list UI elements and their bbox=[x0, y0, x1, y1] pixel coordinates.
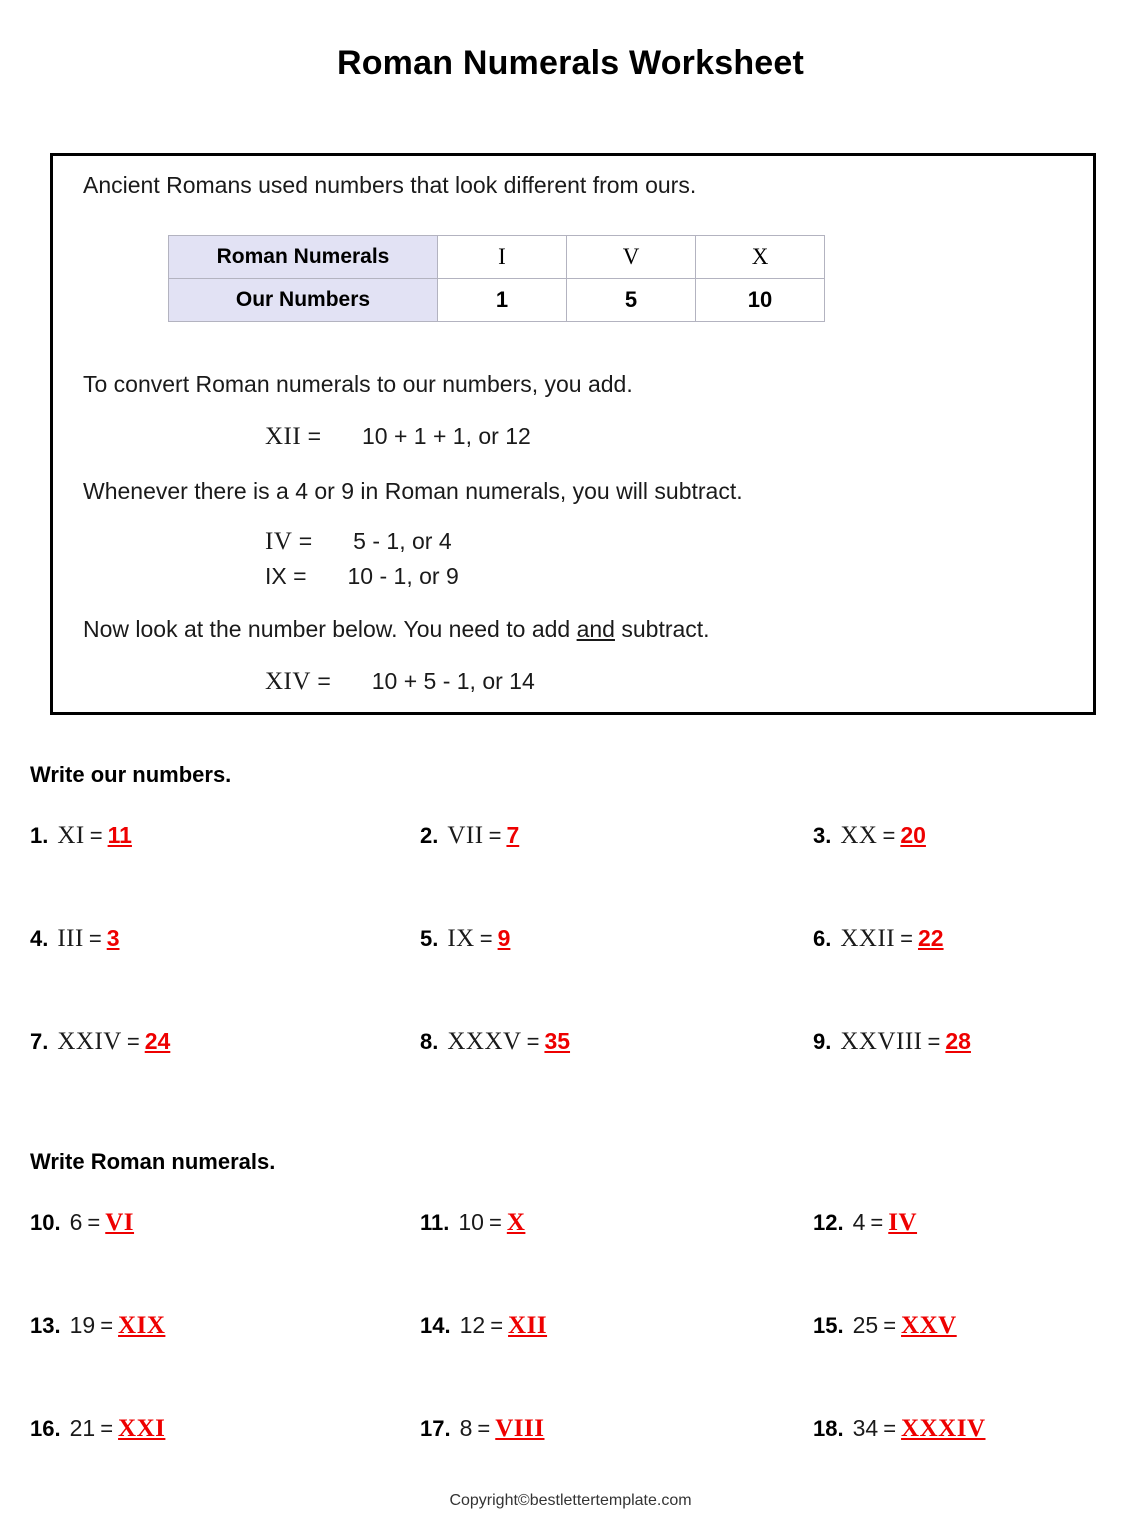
example-add-subtract bbox=[265, 668, 535, 696]
example-subtract-iv-equals: = bbox=[298, 528, 313, 554]
answer-field[interactable]: 9 bbox=[497, 925, 511, 951]
question-number: 1. bbox=[30, 823, 49, 848]
answer-field[interactable]: 7 bbox=[506, 822, 520, 848]
question-number: 18. bbox=[813, 1416, 844, 1441]
equals-sign: = bbox=[88, 926, 102, 951]
example-subtract-ix-roman: IX bbox=[265, 563, 287, 589]
equals-sign: = bbox=[477, 1416, 491, 1441]
roman-numeral-reference-table bbox=[168, 235, 825, 322]
question-prompt: XXXV bbox=[447, 1028, 522, 1055]
example-both-roman: XIV bbox=[265, 668, 311, 695]
explanation-both-suffix: subtract. bbox=[614, 616, 710, 642]
example-subtract-ix-equals: = bbox=[293, 563, 307, 589]
equals-sign: = bbox=[488, 823, 502, 848]
equals-sign: = bbox=[89, 823, 103, 848]
table-row-roman-numerals bbox=[169, 236, 825, 279]
question-grid-write-roman-numerals bbox=[0, 1209, 1141, 1518]
question-number: 8. bbox=[420, 1029, 439, 1054]
question-number: 2. bbox=[420, 823, 439, 848]
question-prompt: XX bbox=[840, 822, 878, 849]
question-item-9 bbox=[813, 1028, 971, 1056]
question-prompt: 4 bbox=[852, 1209, 866, 1235]
question-row bbox=[0, 1028, 1141, 1131]
section-heading-write-roman-numerals: Write Roman numerals. bbox=[30, 1149, 276, 1174]
question-prompt: 10 bbox=[458, 1209, 484, 1235]
answer-field[interactable]: 20 bbox=[900, 822, 926, 848]
question-item-17 bbox=[420, 1415, 545, 1443]
question-item-2 bbox=[420, 822, 519, 850]
question-number: 12. bbox=[813, 1210, 844, 1235]
equals-sign: = bbox=[900, 926, 913, 951]
question-item-6 bbox=[813, 925, 944, 953]
section-heading-write-our-numbers: Write our numbers. bbox=[30, 762, 232, 787]
answer-field[interactable]: XXI bbox=[118, 1415, 166, 1442]
question-prompt: XI bbox=[57, 822, 85, 849]
equals-sign: = bbox=[87, 1210, 101, 1235]
question-prompt: 21 bbox=[69, 1415, 96, 1441]
table-row-our-numbers bbox=[169, 279, 825, 322]
question-prompt: XXII bbox=[840, 925, 896, 952]
answer-field[interactable]: VI bbox=[105, 1209, 135, 1236]
equals-sign: = bbox=[870, 1210, 884, 1235]
question-number: 6. bbox=[813, 926, 832, 951]
row-label-roman-numerals: Roman Numerals bbox=[169, 236, 438, 279]
answer-field[interactable]: 24 bbox=[144, 1028, 171, 1054]
example-subtract-iv-expression: 5 - 1, or 4 bbox=[353, 528, 452, 554]
row-label-our-numbers: Our Numbers bbox=[169, 279, 438, 322]
question-item-3 bbox=[813, 822, 926, 850]
question-grid-write-our-numbers bbox=[0, 822, 1141, 1131]
explanation-both-prefix: Now look at the number below. You need to add bbox=[83, 616, 577, 642]
cell-roman-i: I bbox=[438, 236, 567, 279]
question-item-14 bbox=[420, 1312, 547, 1340]
cell-number-1: 1 bbox=[438, 279, 567, 322]
equals-sign: = bbox=[488, 1210, 502, 1235]
question-prompt: IX bbox=[447, 925, 475, 952]
explanation-add: To convert Roman numerals to our numbers, you add. bbox=[83, 371, 633, 397]
explanation-both-emphasis: and bbox=[576, 616, 615, 642]
question-number: 17. bbox=[420, 1416, 451, 1441]
equals-sign: = bbox=[100, 1416, 114, 1441]
question-number: 4. bbox=[30, 926, 49, 951]
question-item-13 bbox=[30, 1312, 165, 1340]
question-number: 9. bbox=[813, 1029, 832, 1054]
question-item-12 bbox=[813, 1209, 917, 1237]
footer-copyright: Copyright©bestlettertemplate.com bbox=[449, 1492, 692, 1509]
intro-text: Ancient Romans used numbers that look different from ours. bbox=[83, 172, 697, 198]
question-row bbox=[0, 925, 1141, 1028]
answer-field[interactable]: XIX bbox=[118, 1312, 166, 1339]
question-row bbox=[0, 822, 1141, 925]
example-add-expression: 10 + 1 + 1, or 12 bbox=[362, 423, 531, 449]
example-both-equals: = bbox=[317, 668, 331, 694]
question-item-7 bbox=[30, 1028, 170, 1056]
question-prompt: III bbox=[57, 925, 84, 952]
example-add bbox=[265, 423, 531, 451]
example-both-expression: 10 + 5 - 1, or 14 bbox=[371, 668, 535, 694]
question-prompt: XXIV bbox=[57, 1028, 122, 1055]
question-prompt: 8 bbox=[459, 1415, 473, 1441]
equals-sign: = bbox=[126, 1029, 140, 1054]
question-number: 3. bbox=[813, 823, 832, 848]
question-prompt: 34 bbox=[852, 1415, 879, 1441]
cell-number-10: 10 bbox=[696, 279, 825, 322]
question-number: 5. bbox=[420, 926, 439, 951]
equals-sign: = bbox=[479, 926, 493, 951]
question-prompt: VII bbox=[447, 822, 484, 849]
question-prompt: 6 bbox=[69, 1209, 83, 1235]
answer-field[interactable]: 3 bbox=[106, 925, 120, 951]
equals-sign: = bbox=[526, 1029, 540, 1054]
page-title: Roman Numerals Worksheet bbox=[336, 44, 805, 82]
question-row bbox=[0, 1209, 1141, 1312]
answer-field[interactable]: 11 bbox=[107, 822, 132, 848]
question-number: 10. bbox=[30, 1210, 61, 1235]
example-subtract-ix-expression: 10 - 1, or 9 bbox=[347, 563, 459, 589]
cell-number-5: 5 bbox=[567, 279, 696, 322]
question-number: 14. bbox=[420, 1313, 451, 1338]
question-row bbox=[0, 1312, 1141, 1415]
question-number: 7. bbox=[30, 1029, 49, 1054]
answer-field[interactable]: X bbox=[506, 1209, 526, 1236]
example-subtract-iv bbox=[265, 528, 452, 556]
question-item-10 bbox=[30, 1209, 134, 1237]
explanation-subtract: Whenever there is a 4 or 9 in Roman numerals, you will subtract. bbox=[83, 478, 743, 504]
explanation-add-and-subtract bbox=[83, 616, 710, 643]
cell-roman-v: V bbox=[567, 236, 696, 279]
question-item-8 bbox=[420, 1028, 570, 1056]
answer-field[interactable]: 22 bbox=[917, 925, 944, 951]
question-item-18 bbox=[813, 1415, 986, 1443]
example-add-equals: = bbox=[307, 423, 322, 449]
equals-sign: = bbox=[100, 1313, 114, 1338]
question-number: 11. bbox=[420, 1210, 450, 1235]
question-prompt: 25 bbox=[852, 1312, 879, 1338]
answer-field[interactable]: IV bbox=[888, 1209, 918, 1236]
equals-sign: = bbox=[882, 823, 896, 848]
answer-field[interactable]: VIII bbox=[495, 1415, 545, 1442]
question-prompt: 12 bbox=[459, 1312, 486, 1338]
equals-sign: = bbox=[883, 1313, 897, 1338]
question-number: 15. bbox=[813, 1313, 844, 1338]
question-prompt: 19 bbox=[69, 1312, 96, 1338]
answer-field[interactable]: 35 bbox=[544, 1028, 571, 1054]
question-number: 16. bbox=[30, 1416, 61, 1441]
answer-field[interactable]: XII bbox=[508, 1312, 548, 1339]
example-subtract-ix bbox=[265, 563, 459, 590]
question-item-4 bbox=[30, 925, 120, 953]
instruction-box bbox=[50, 153, 1096, 715]
question-prompt: XXVIII bbox=[840, 1028, 923, 1055]
answer-field[interactable]: 28 bbox=[945, 1028, 971, 1054]
question-item-5 bbox=[420, 925, 510, 953]
question-item-11 bbox=[420, 1209, 525, 1237]
example-subtract-iv-roman: IV bbox=[265, 528, 293, 555]
question-item-15 bbox=[813, 1312, 957, 1340]
equals-sign: = bbox=[883, 1416, 897, 1441]
answer-field[interactable]: XXXIV bbox=[901, 1415, 986, 1442]
question-item-1 bbox=[30, 822, 132, 850]
question-item-16 bbox=[30, 1415, 165, 1443]
answer-field[interactable]: XXV bbox=[901, 1312, 957, 1339]
question-number: 13. bbox=[30, 1313, 61, 1338]
equals-sign: = bbox=[927, 1029, 941, 1054]
example-add-roman: XII bbox=[265, 423, 302, 450]
cell-roman-x: X bbox=[696, 236, 825, 279]
equals-sign: = bbox=[490, 1313, 504, 1338]
